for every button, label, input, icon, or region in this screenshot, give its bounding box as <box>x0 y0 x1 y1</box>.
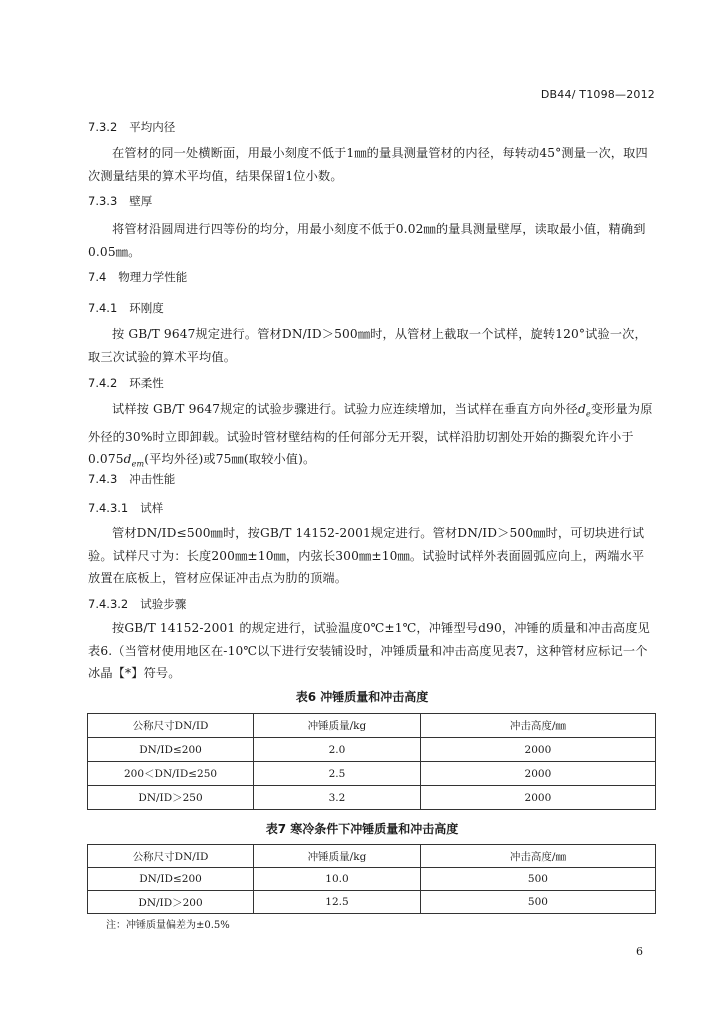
table-cell: DN/ID≤200 <box>88 738 254 762</box>
heading-title: 物理力学性能 <box>118 270 188 284</box>
table-row <box>88 891 656 914</box>
heading-number: 7.4.1 <box>88 301 118 315</box>
symbol-subscript: e <box>585 409 591 419</box>
heading-title: 壁厚 <box>129 194 153 208</box>
heading-number: 7.4.3.2 <box>88 597 129 611</box>
heading-7-3-2 <box>88 119 175 135</box>
table-header-cell: 冲锤质量/kg <box>254 714 421 738</box>
heading-title: 平均内径 <box>129 120 176 134</box>
page-number: 6 <box>636 945 643 958</box>
paragraph-7-4-3-2: 按GB/T 14152-2001 的规定进行，试验温度0℃±1℃，冲锤型号d90，冲锤的质量和冲击高度见表6.（当管材使用地区在-10℃以下进行安装铺设时，冲锤质量和冲击高度见表7，这种管材应标记一个冰晶【*】符号。 <box>88 621 650 680</box>
heading-title: 环刚度 <box>129 301 164 315</box>
table-header-cell: 公称尺寸DN/ID <box>88 845 254 868</box>
heading-number: 7.4.3.1 <box>88 501 129 515</box>
table-cell: 500 <box>420 891 655 914</box>
table-header-cell: 公称尺寸DN/ID <box>88 714 254 738</box>
symbol-de: d <box>578 402 586 416</box>
heading-7-4-3 <box>88 471 175 487</box>
table6 <box>87 713 656 810</box>
heading-title: 试验步骤 <box>140 597 187 611</box>
heading-number: 7.4.3 <box>88 472 118 486</box>
heading-7-4-2 <box>88 375 164 391</box>
table-cell: DN/ID＞200 <box>88 891 254 914</box>
table7 <box>87 844 656 914</box>
paragraph-7-4-3-1: 管材DN/ID≤500㎜时，按GB/T 14152-2001规定进行。管材DN/ID＞500㎜时，可切块进行试验。试样尺寸为：长度200㎜±10㎜，内弦长300㎜±10㎜。试验时试样外表面圆弧应向上，两端水平放置在底板上，管材应保证冲击点为肋的顶端。 <box>88 526 645 585</box>
paragraph-text: 试样按 GB/T 9647规定的试验步骤进行。试验力应连续增加，当试样在垂直方向外径 <box>112 402 578 416</box>
page-header-standard-number: DB44/ T1098—2012 <box>540 88 655 101</box>
table-cell: 3.2 <box>254 786 421 810</box>
table-header-cell: 冲击高度/㎜ <box>420 845 655 868</box>
heading-7-4 <box>88 269 187 285</box>
table-note: 注：冲锤质量偏差为±0.5% <box>106 920 230 931</box>
table-cell: 2000 <box>420 786 655 810</box>
table-header-cell: 冲锤质量/kg <box>254 845 421 868</box>
table-cell: 2000 <box>420 762 655 786</box>
table-cell: 12.5 <box>254 891 421 914</box>
table-row <box>88 868 656 891</box>
table-header-row <box>88 845 656 868</box>
table-row <box>88 762 656 786</box>
heading-title: 试样 <box>140 501 164 515</box>
paragraph-7-3-2: 在管材的同一处横断面，用最小刻度不低于1㎜的量具测量管材的内径，每转动45°测量一次，取四次测量结果的算术平均值，结果保留1位小数。 <box>88 146 648 183</box>
table7-caption: 表7 寒冷条件下冲锤质量和冲击高度 <box>265 822 459 836</box>
heading-7-3-3 <box>88 193 152 209</box>
heading-7-4-3-2 <box>88 596 186 612</box>
table-row <box>88 738 656 762</box>
heading-title: 环柔性 <box>129 376 164 390</box>
table-cell: 2.5 <box>254 762 421 786</box>
table-cell: 10.0 <box>254 868 421 891</box>
table-row <box>88 786 656 810</box>
heading-number: 7.3.2 <box>88 120 118 134</box>
table-cell: 500 <box>420 868 655 891</box>
heading-number: 7.3.3 <box>88 194 118 208</box>
paragraph-7-4-1: 按 GB/T 9647规定进行。管材DN/ID＞500㎜时，从管材上截取一个试样，旋转120°试验一次，取三次试验的算术平均值。 <box>88 327 647 364</box>
paragraph-text: 变形量为原外径的30%时立即卸载。试验时管材壁结构的任何部分无开裂，试样沿肋切割处开始的撕裂允许小于0.075 <box>88 402 653 467</box>
heading-title: 冲击性能 <box>129 472 176 486</box>
symbol-dem: d <box>123 452 132 467</box>
paragraph-text: (平均外径)或75㎜(取较小值)。 <box>144 452 316 467</box>
table-cell: 2000 <box>420 738 655 762</box>
table-cell: DN/ID≤200 <box>88 868 254 891</box>
heading-number: 7.4 <box>88 270 107 284</box>
symbol-subscript: em <box>131 459 145 469</box>
table-header-cell: 冲击高度/㎜ <box>420 714 655 738</box>
table-header-row <box>88 714 656 738</box>
heading-number: 7.4.2 <box>88 376 118 390</box>
heading-7-4-1 <box>88 300 164 316</box>
paragraph-7-3-3: 将管材沿圆周进行四等份的均分，用最小刻度不低于0.02㎜的量具测量壁厚，读取最小值，精确到0.05㎜。 <box>88 222 646 259</box>
table-cell: 2.0 <box>254 738 421 762</box>
heading-7-4-3-1 <box>88 500 163 516</box>
table6-caption: 表6 冲锤质量和冲击高度 <box>295 690 429 704</box>
table-cell: 200＜DN/ID≤250 <box>88 762 254 786</box>
table-cell: DN/ID＞250 <box>88 786 254 810</box>
paragraph-7-4-2 <box>88 398 656 476</box>
